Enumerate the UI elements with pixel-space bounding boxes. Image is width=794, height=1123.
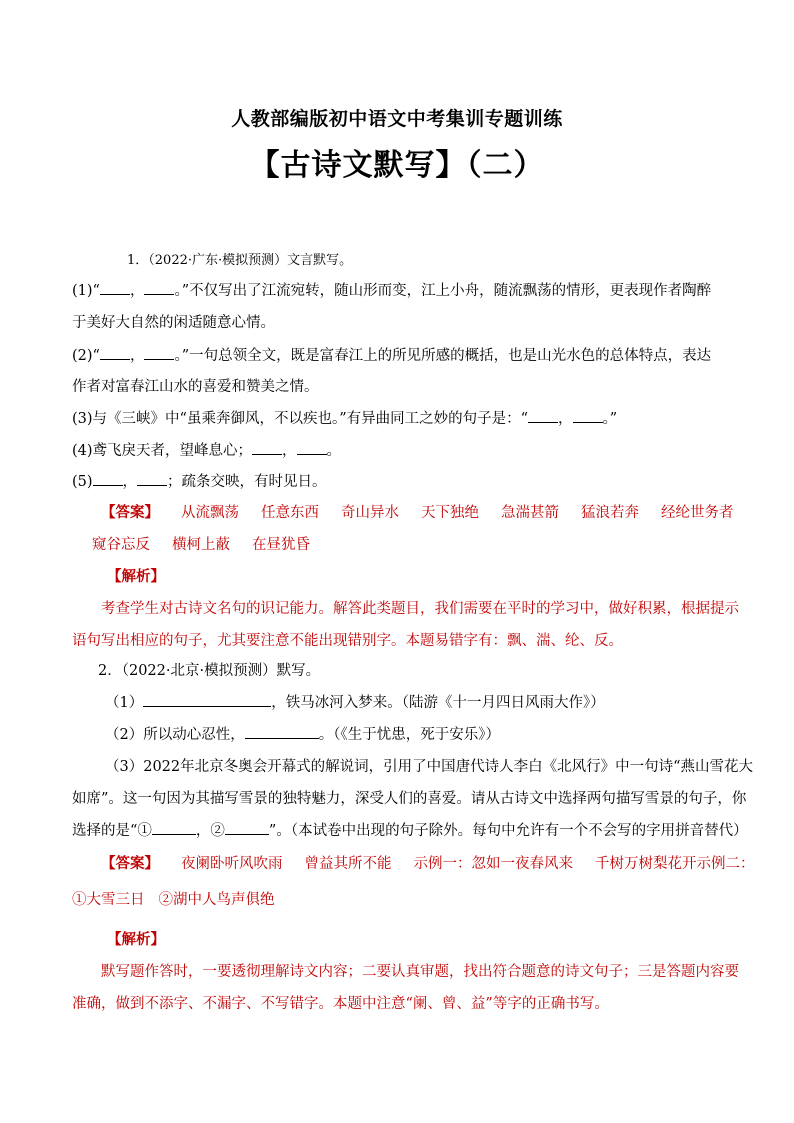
- answer-item: 从流飘荡: [181, 505, 239, 521]
- answer-item: 天下独绝: [421, 505, 479, 521]
- answer-item: 猛浪若奔: [581, 505, 639, 521]
- q2-item-3-line-1: （3）2022年北京冬奥会开幕式的解说词，引用了中国唐代诗人李白《北风行》中一句诗“燕山雪花大: [105, 759, 754, 775]
- answer-item: 奇山异水: [341, 505, 399, 521]
- q1-item-1: (1)“ ， 。”不仅写出了江流宛转，随山形而变，江上小舟，随流飘荡的情形，更表现作者陶醉: [72, 280, 732, 302]
- q1-item-3: (3)与《三峡》中“虽乘奔御风，不以疾也。”有异曲同工之妙的句子是：“ ， 。”: [72, 408, 732, 430]
- q1-analysis-line-1: 考查学生对古诗文名句的识记能力。解答此类题目，我们需要在平时的学习中，做好积累，根据提示: [101, 601, 739, 617]
- q1-analysis-label: 【解析】: [107, 568, 165, 585]
- answer-item: ①大雪三日: [72, 892, 145, 908]
- document-title: 【古诗文默写】（二）: [249, 148, 545, 183]
- answer-label: 【答案】: [101, 504, 159, 521]
- answer-blank: [100, 345, 130, 360]
- answer-item: ②湖中人鸟声俱绝: [158, 892, 275, 908]
- q1-analysis-line-2: 语句写出相应的句子，尤其要注意不能出现错别字。本题易错字有：飘、湍、纶、反。: [72, 633, 623, 649]
- answer-blank: [225, 820, 269, 835]
- q1-answer-line-1: [101, 502, 761, 524]
- answer-blank: [143, 692, 271, 707]
- question-2-stem: 2．（2022·北京·模拟预测）默写。: [98, 663, 321, 679]
- answer-item: 示例一：忽如一夜春风来: [413, 856, 573, 872]
- answer-label: 【答案】: [101, 855, 159, 872]
- q2-analysis-line-2: 准确，做到不添字、不漏字、不写错字。本题中注意“阑、曾、益”等字的正确书写。: [72, 996, 609, 1012]
- q1-item-1-cont: 于美好大自然的闲适随意心情。: [72, 315, 275, 331]
- q1-answer-line-2: [92, 534, 752, 556]
- answer-item: 任意东西: [261, 505, 319, 521]
- q1-item-2-cont: 作者对富春江山水的喜爱和赞美之情。: [72, 379, 319, 395]
- q1-item-5: (5) ， ；疏条交映，有时见日。: [72, 471, 732, 493]
- document-subtitle: 人教部编版初中语文中考集训专题训练: [231, 108, 563, 130]
- answer-blank: [245, 724, 319, 739]
- answer-blank: [93, 471, 123, 486]
- q2-analysis-label: 【解析】: [107, 931, 165, 948]
- q2-item-2: （2）所以动心忍性， 。（《生于忧患，死于安乐》）: [105, 724, 765, 746]
- answer-blank: [573, 408, 603, 423]
- q2-answer-line-1: [101, 853, 761, 875]
- q2-analysis-line-1: 默写题作答时，一要透彻理解诗文内容；二要认真审题，找出符合题意的诗文句子；三是答题内容要: [101, 964, 739, 980]
- answer-item: 窥谷忘反: [92, 537, 150, 553]
- answer-blank: [144, 280, 174, 295]
- answer-blank: [528, 408, 558, 423]
- question-1-stem: 1．（2022·广东·模拟预测）文言默写。: [127, 253, 353, 268]
- answer-item: 曾益其所不能: [304, 856, 392, 872]
- q1-item-4: (4)鸢飞戾天者，望峰息心； ， 。: [72, 440, 732, 462]
- answer-blank: [100, 280, 130, 295]
- q2-item-1: （1） ，铁马冰河入梦来。（陆游《十一月四日风雨大作》）: [105, 692, 765, 714]
- answer-blank: [297, 440, 327, 455]
- answer-item: 经纶世务者: [661, 505, 734, 521]
- answer-item: 千树万树梨花开示例二：: [595, 856, 755, 872]
- q1-item-2: (2)“ ， 。”一句总领全文，既是富春江上的所见所感的概括，也是山光水色的总体特点，表达: [72, 345, 732, 367]
- answer-blank: [137, 471, 167, 486]
- answer-item: 夜阑卧听风吹雨: [181, 856, 283, 872]
- q2-item-3-line-3: 选择的是“① ，② ”。（本试卷中出现的句子除外。每句中允许有一个不会写的字用拼音替代）: [72, 820, 732, 842]
- answer-blank: [144, 345, 174, 360]
- answer-item: 在昼犹昏: [252, 537, 310, 553]
- q2-answer-line-2: [72, 889, 732, 911]
- answer-item: 横柯上蔽: [172, 537, 230, 553]
- answer-item: 急湍甚箭: [501, 505, 559, 521]
- answer-blank: [152, 820, 196, 835]
- answer-blank: [252, 440, 282, 455]
- q2-item-3-line-2: 如席”。这一句因为其描写雪景的独特魅力，深受人们的喜爱。请从古诗文中选择两句描写雪景的句子，你: [72, 791, 747, 807]
